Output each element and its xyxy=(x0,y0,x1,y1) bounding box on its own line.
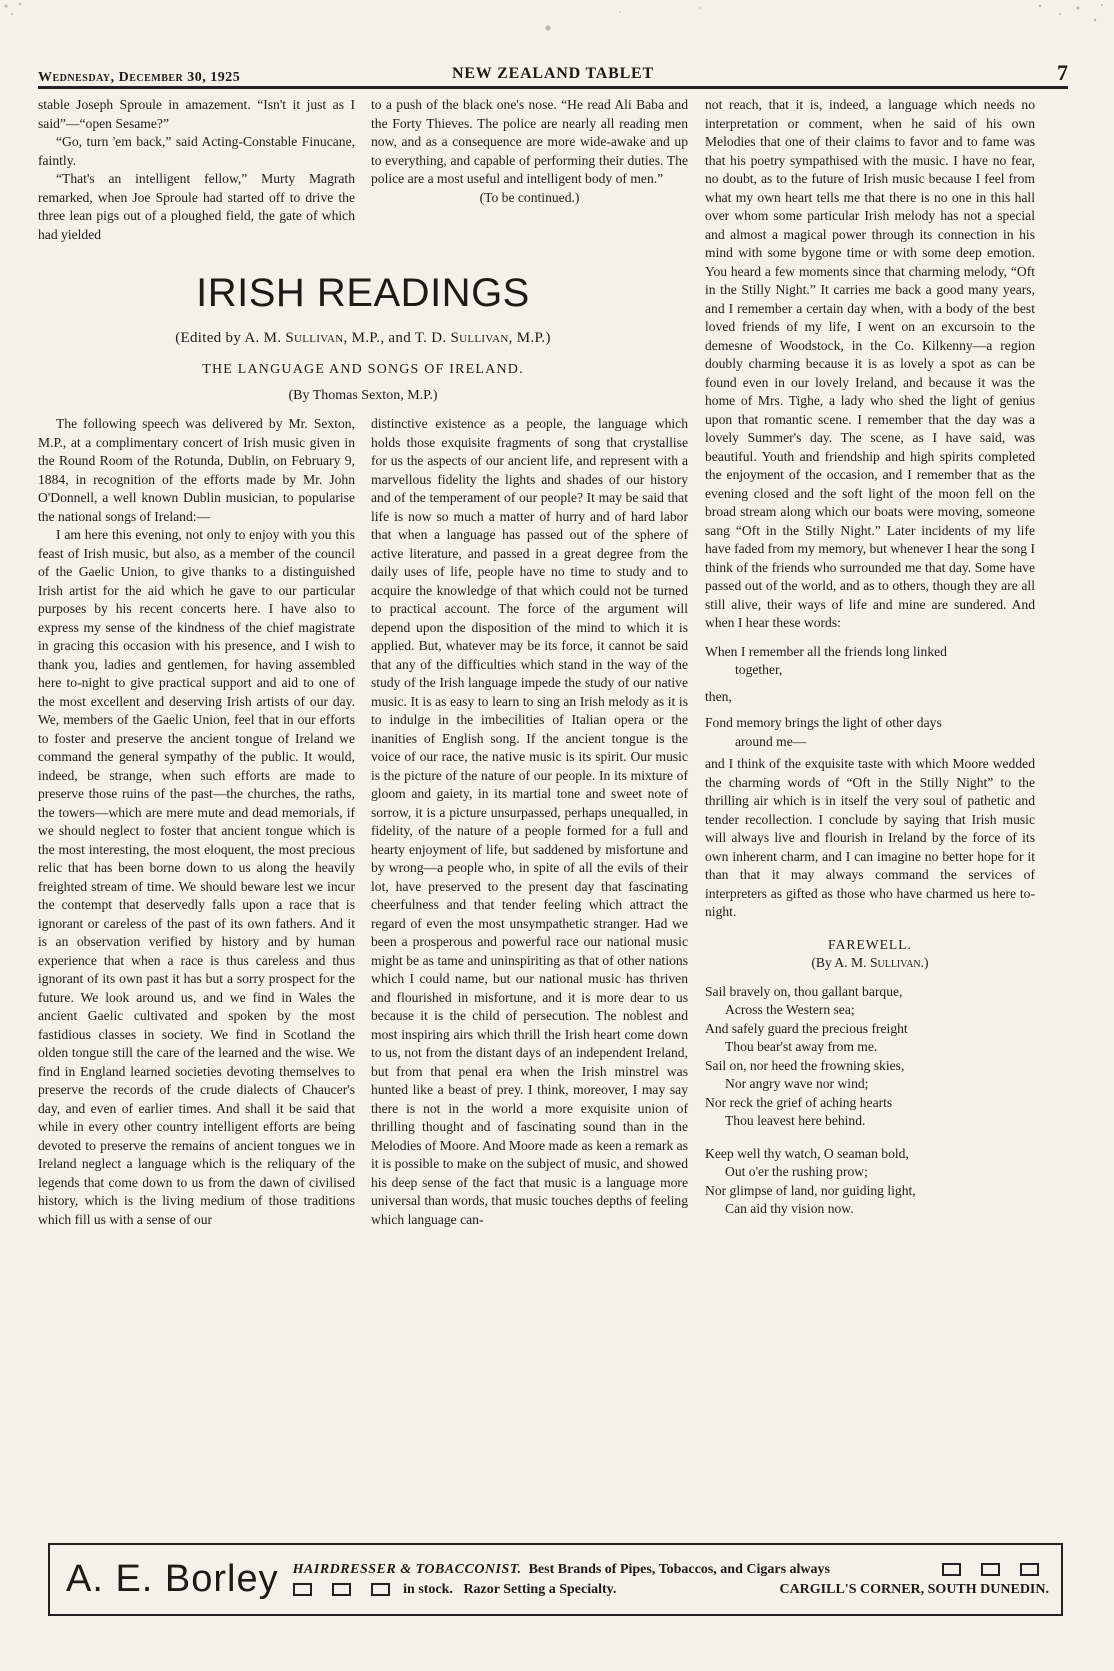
advertiser-name: A. E. Borley xyxy=(66,1558,279,1600)
story-paragraph: to a push of the black one's nose. “He read Ali Baba and the Forty Thieves. The police are nearly all reading men now, and as a consequence are more wide-awake and up to everything, and capable of performing their duties. The police are a most useful and intelligent body of men.” xyxy=(371,97,688,186)
editors-text: , M.P., and T. D. xyxy=(343,330,451,346)
verse-line: When I remember all the friends long linked xyxy=(705,643,947,659)
poem-line: Nor glimpse of land, nor guiding light, xyxy=(705,1182,916,1198)
ad-address: CARGILL'S CORNER, SOUTH DUNEDIN. xyxy=(779,1581,1049,1597)
article-subtitle: THE LANGUAGE AND SONGS OF IRELAND. xyxy=(202,362,524,377)
article-editors xyxy=(38,330,688,347)
borley-advertisement xyxy=(48,1543,1063,1616)
verse-line: around me— xyxy=(735,733,807,749)
editors-text: , M.P.) xyxy=(508,330,551,346)
poem-line: Can aid thy vision now. xyxy=(725,1201,854,1216)
poem-title: FAREWELL. xyxy=(828,936,912,952)
poem-byline xyxy=(705,954,1035,973)
quoted-verse-2 xyxy=(705,714,1035,751)
to-be-continued: (To be continued.) xyxy=(479,189,580,205)
ad-razor: Razor Setting a Specialty. xyxy=(463,1581,617,1597)
poem-stanza-1 xyxy=(705,983,1035,1131)
verse-line: Fond memory brings the light of other days xyxy=(705,715,942,730)
ornament-box-icon xyxy=(942,1563,961,1576)
print-speckle-decoration xyxy=(0,0,1114,60)
serial-story-column-1 xyxy=(38,96,355,244)
article-title: IRISH READINGS xyxy=(196,271,530,315)
poem-line: Sail on, nor heed the frowning skies, xyxy=(705,1057,905,1073)
poem-line: Across the Western sea; xyxy=(725,1002,855,1017)
quoted-verse-1 xyxy=(705,643,1035,680)
editor-name: Sullivan xyxy=(285,330,344,346)
ad-in-stock: in stock. xyxy=(403,1581,453,1597)
article-text: then, xyxy=(705,688,732,704)
serial-story-column-2 xyxy=(371,96,688,207)
article-paragraph: distinctive existence as a people, the language which holds those exquisite fragments of song that crystallise for us the aspects of our ancient life, and represent with a marvellous fidelity the lights and shades of our history and of the temperament of our people? It may be said that life is now so much a matter of hurry and of hard labor that when a language has passed out of the sphere of active literature, and passed in a great degree from the daily uses of life, people have no time to study and to acquire the knowledge of that which could not be turned to practical account. The force of the argument will depend upon the disposition of the mind to which it is applied. But, whatever may be its force, it cannot be said that any of the difficulties which stand in the way of the study of the Irish language impede the study of our native music. It is as easy to learn to sing an Irish melody as it is to indulge in the imbecilities of Italian opera or the inanities of English song. If the ancient tongue is the voice of our race, the native music is its spirit. Our music is the picture of the nature of our people. In its mixture of gloom and gaiety, in its martial tone and sweet note of sorrow, it is a picture unsurpassed, perhaps unequalled, in fidelity, of the nature of a people formed for a full and hearty enjoyment of life, but saddened by misfortune and by wrong—a people who, in spite of all the evils of their lot, have preserved to the present day that fascinating cheerfulness and that tender feeling which attract the regard of even the most unsympathetic stranger. Had we been a prosperous and powerful race our national music might be as tame and uninspiriting as that of other nations which I could name, but our national music has thriven and flourished in misfortune, and it is more dear to us because it is the child of persecution. The noblest and most inspiring airs which thrill the Irish heart come down to us, not from the distant days of an independent Ireland, but from that penal era when the Irish minstrel was hunted like a beast of prey. I think, moreover, I may say there is not in the world a more exquisite union of thrilling thought and of fascinating sound than in the Melodies of Moore. And Moore made as keen a remark as it is possible to make on the subject of music, and showed his deep sense of the fact that music is a language more universal than words, that music touches depths of feeling which language can- xyxy=(371,416,688,1227)
poem-line: Nor reck the grief of aching hearts xyxy=(705,1094,893,1110)
byline-text: .) xyxy=(920,955,929,970)
issue-date: Wednesday, December 30, 1925 xyxy=(38,70,241,85)
ad-row-1 xyxy=(293,1560,1061,1580)
poem-line: Keep well thy watch, O seaman bold, xyxy=(705,1145,909,1161)
article-paragraph: and I think of the exquisite taste with which Moore wedded the charming words of “Oft in the Stilly Night” to the thrilling air which is in itself the very soul of pathetic and tender recollection. I conclude by saying that Irish music will always live and flourish in Ireland by the force of its own inherent charm, and I can imagine no better hope for it than that it may always command the services of interpreters as gifted as those who have charmed us here to-night. xyxy=(705,756,1035,919)
ornament-box-icon xyxy=(332,1583,351,1596)
ornament-box-icon xyxy=(371,1583,390,1596)
poem-line: Out o'er the rushing prow; xyxy=(725,1164,868,1179)
poem-stanza-2 xyxy=(705,1145,1035,1219)
article-byline: (By Thomas Sexton, M.P.) xyxy=(288,388,438,403)
editors-text: (Edited by A. M. xyxy=(175,330,286,346)
editor-name: Sullivan xyxy=(450,330,509,346)
page-header xyxy=(38,62,1068,89)
article-column-1 xyxy=(38,415,355,1229)
article-paragraph: The following speech was delivered by Mr. Sexton, M.P., at a complimentary concert of Irish music given in the Round Room of the Rotunda, Dublin, on February 9, 1884, in recognition of the efforts made by Mr. John O'Donnell, a well known Dublin musician, to popularise the national songs of Ireland:— xyxy=(38,416,355,524)
ornament-box-icon xyxy=(1020,1563,1039,1576)
article-column-2 xyxy=(371,415,688,1229)
ornament-box-icon xyxy=(981,1563,1000,1576)
page-number: 7 xyxy=(1057,60,1068,85)
article-paragraph: I am here this evening, not only to enjoy with you this feast of Irish music, but also, as a member of the council of the Gaelic Union, to give thanks to a distinguished Irish artist for the aid which he gave to our particular purposes by his recent concerts here. I have also to express my sense of the kindness of the chief magistrate in gracing this occasion with his presence, and I wish to thank you, ladies and gentlemen, for having assembled here to-night to give practical support and aid to one of the most excellent and deserving Irish artists of our day. We, members of the Gaelic Union, feel that in our efforts to foster and preserve the ancient tongue of Ireland we command the general sympathy of the public. It would, indeed, be strange, when such efforts are made to preserve those ruins of the past—the churches, the raths, the towers—which are mere mute and dead memorials, if we should neglect to foster that ancient tongue which is the most interesting, the most eloquent, the most precious relic that has been borne down to us along the heavily freighted stream of time. We should beware lest we incur the contempt that deservedly falls upon a race that is ignorant or careless of the past of its own fathers. And it is an observation verified by history and by human experience that when a race is thus careless and thus ignorant of its own past it has but a sorry prospect for the future. We look around us, and we find in Wales the ancient Gaelic cultivated and spoken by the most fastidious classes in society. We find in Scotland the olden tongue still the care of the learned and the wise. We find in England learned societies devoting themselves to preserve the records of the crude dialects of Chaucer's day, and even of earlier times. And shall it be said that while in every other country intelligent efforts are being devoted to preserve the remains of ancient tongues we in Ireland neglect a language which is the reliquary of the legends that come down to us from the dawn of civilised history, which is the living medium of those traditions which fill us with a sense of our xyxy=(38,527,355,1227)
advertisement-body xyxy=(293,1560,1061,1600)
author-name: Sullivan xyxy=(869,955,921,970)
verse-line: together, xyxy=(735,662,783,677)
ornament-boxes xyxy=(932,1560,1049,1580)
poem-line: Thou bear'st away from me. xyxy=(725,1039,878,1054)
byline-text: (By A. M. xyxy=(811,955,870,970)
poem-line: Thou leavest here behind. xyxy=(725,1113,866,1128)
poem-line: Sail bravely on, thou gallant barque, xyxy=(705,983,903,999)
story-paragraph: stable Joseph Sproule in amazement. “Isn't it just as I said”—“open Sesame?” xyxy=(38,97,355,131)
story-paragraph: “That's an intelligent fellow,” Murty Magrath remarked, when Joe Sproule had started off to drive the three lean pigs out of a ploughed field, the gate of which had yielded xyxy=(38,171,355,242)
ornament-box-icon xyxy=(293,1583,312,1596)
poem-line: Nor angry wave nor wind; xyxy=(725,1076,869,1091)
newspaper-title: NEW ZEALAND TABLET xyxy=(451,65,654,82)
article-column-3 xyxy=(705,96,1035,1219)
ad-trade: HAIRDRESSER & TOBACCONIST. xyxy=(292,1561,522,1577)
ad-row-2 xyxy=(293,1580,1061,1600)
story-paragraph: “Go, turn 'em back,” said Acting-Constable Finucane, faintly. xyxy=(38,134,355,168)
ad-brands: Best Brands of Pipes, Tobaccos, and Cigars always xyxy=(528,1561,830,1577)
article-paragraph: not reach, that it is, indeed, a language which needs no interpretation or comment, when he said of his own Melodies that one of their claims to favor and to fame was that his poetry sympathised with the music. I have no fear, no doubt, as to the future of Irish music because I feel from what my own heart tells me that there is no one in this hall over whom some particular Irish melody has not a special and almost a magical power through its connection in his mind with some bygone time or with some deep emotion. You heard a few moments since that charming melody, “Oft in the Stilly Night.” It carries me back a good many years, and I remember a certain day when, with a body of the best loved friends of my life, I went on an excursoin to the demesne of Woodstock, in the Co. Kilkenny—a region doubly charming because it is as lovely a spot as can be found even in our lovely Ireland, and because it was the home of Mrs. Tighe, a lady who shed the light of genius upon that romantic scene. I remember that the day was a lovely Summer's day. The scene, as I have said, was beautiful. Youth and friendship and high spirits completed the enjoyment of the occasion, and I remember that as the evening closed and the soft light of the moon fell on the broad stream along which our boats were moving, someone sang “Oft in the Stilly Night.” Later incidents of my life have faded from my memory, but whenever I hear the song I think of the friends who surrounded me that day. Some have passed out of the world, and as to others, though they are all still alive, their ways of life and mine are sundered. And when I hear these words: xyxy=(705,97,1035,630)
poem-line: And safely guard the precious freight xyxy=(705,1020,908,1036)
